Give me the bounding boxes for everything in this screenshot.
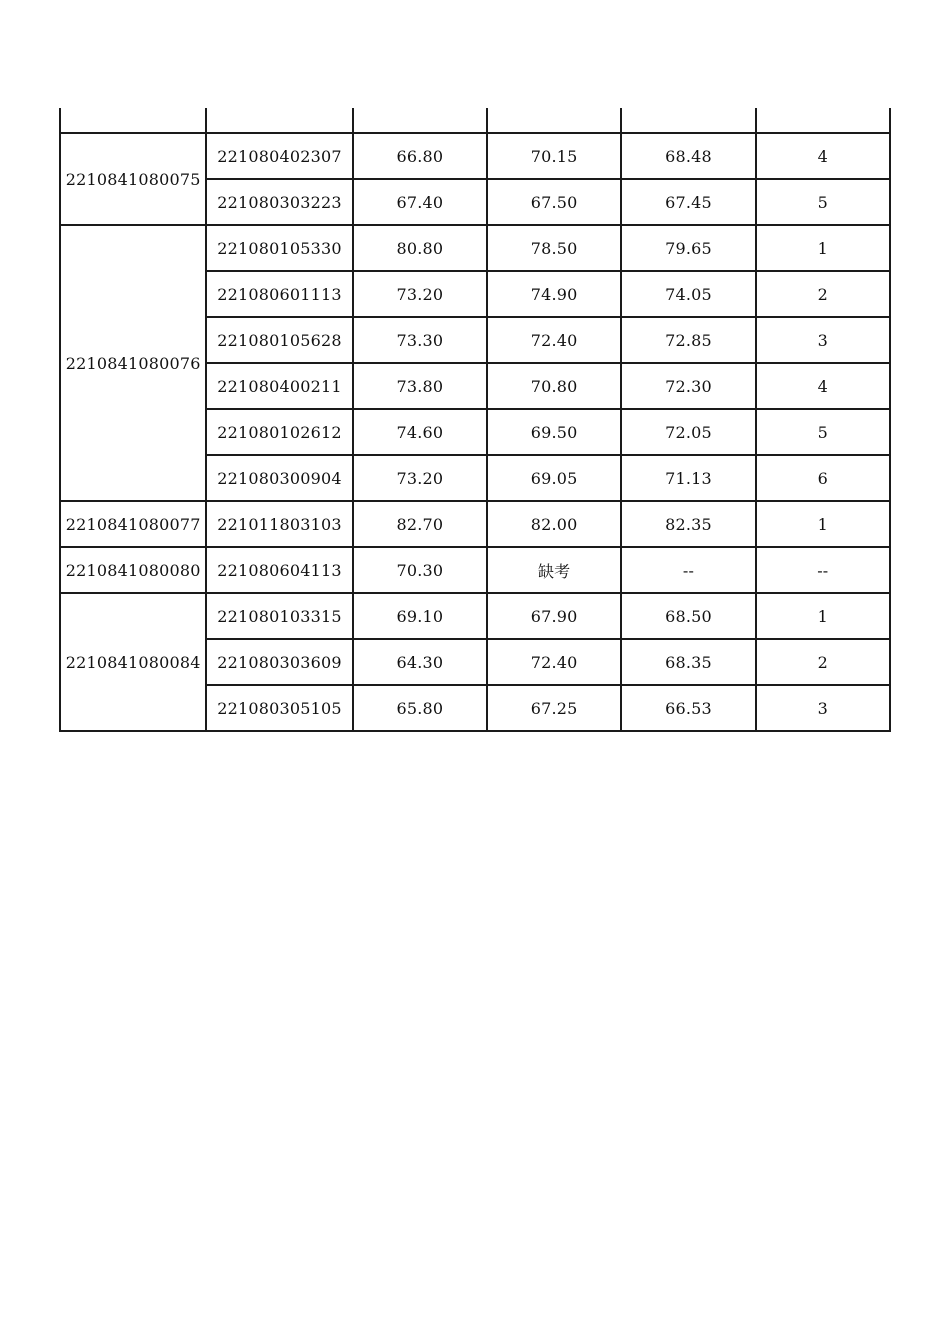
- interview-score-cell: 69.50: [487, 409, 621, 455]
- rank-cell: --: [756, 547, 890, 593]
- rank-cell: 1: [756, 225, 890, 271]
- written-score-cell: 66.80: [353, 133, 487, 179]
- position-code-cell: 2210841080077: [60, 501, 206, 547]
- score-table: [59, 108, 891, 732]
- exam-id-cell: 221080303609: [206, 639, 352, 685]
- exam-id-cell: 221080402307: [206, 133, 352, 179]
- rank-cell: 1: [756, 501, 890, 547]
- rank-cell: 1: [756, 593, 890, 639]
- table-row: [60, 133, 890, 179]
- rank-cell: 4: [756, 133, 890, 179]
- interview-score-cell: 74.90: [487, 271, 621, 317]
- total-score-cell: 72.05: [621, 409, 755, 455]
- written-score-cell: 69.10: [353, 593, 487, 639]
- total-score-cell: 71.13: [621, 455, 755, 501]
- total-score-cell: 82.35: [621, 501, 755, 547]
- total-score-cell: 72.85: [621, 317, 755, 363]
- written-score-cell: 64.30: [353, 639, 487, 685]
- written-score-cell: 80.80: [353, 225, 487, 271]
- total-score-cell: 68.50: [621, 593, 755, 639]
- written-score-cell: 82.70: [353, 501, 487, 547]
- total-score-cell: 67.45: [621, 179, 755, 225]
- interview-score-cell: 67.50: [487, 179, 621, 225]
- interview-score-cell: 82.00: [487, 501, 621, 547]
- interview-score-cell: 缺考: [487, 547, 621, 593]
- rank-cell: 3: [756, 317, 890, 363]
- total-score-cell: 79.65: [621, 225, 755, 271]
- written-score-cell: 70.30: [353, 547, 487, 593]
- total-score-cell: 66.53: [621, 685, 755, 731]
- score-table-body: [60, 108, 890, 731]
- written-score-cell: 65.80: [353, 685, 487, 731]
- rank-cell: 2: [756, 639, 890, 685]
- rank-cell: 3: [756, 685, 890, 731]
- position-code-cell: 2210841080076: [60, 225, 206, 501]
- table-cell: [60, 108, 206, 133]
- total-score-cell: --: [621, 547, 755, 593]
- table-cell: [487, 108, 621, 133]
- written-score-cell: 73.80: [353, 363, 487, 409]
- table-cell: [353, 108, 487, 133]
- exam-id-cell: 221080400211: [206, 363, 352, 409]
- continued-row-stub: [60, 108, 890, 133]
- interview-score-cell: 78.50: [487, 225, 621, 271]
- total-score-cell: 68.35: [621, 639, 755, 685]
- exam-id-cell: 221080103315: [206, 593, 352, 639]
- exam-id-cell: 221080601113: [206, 271, 352, 317]
- exam-id-cell: 221080105628: [206, 317, 352, 363]
- total-score-cell: 68.48: [621, 133, 755, 179]
- exam-id-cell: 221080604113: [206, 547, 352, 593]
- table-cell: [756, 108, 890, 133]
- interview-score-cell: 70.80: [487, 363, 621, 409]
- position-code-cell: 2210841080084: [60, 593, 206, 731]
- table-row: [60, 547, 890, 593]
- rank-cell: 6: [756, 455, 890, 501]
- position-code-cell: 2210841080075: [60, 133, 206, 225]
- exam-id-cell: 221011803103: [206, 501, 352, 547]
- table-row: [60, 501, 890, 547]
- total-score-cell: 74.05: [621, 271, 755, 317]
- exam-id-cell: 221080300904: [206, 455, 352, 501]
- written-score-cell: 73.30: [353, 317, 487, 363]
- exam-id-cell: 221080303223: [206, 179, 352, 225]
- interview-score-cell: 70.15: [487, 133, 621, 179]
- table-cell: [621, 108, 755, 133]
- interview-score-cell: 72.40: [487, 639, 621, 685]
- written-score-cell: 67.40: [353, 179, 487, 225]
- rank-cell: 2: [756, 271, 890, 317]
- rank-cell: 5: [756, 409, 890, 455]
- position-code-cell: 2210841080080: [60, 547, 206, 593]
- written-score-cell: 73.20: [353, 455, 487, 501]
- interview-score-cell: 67.90: [487, 593, 621, 639]
- written-score-cell: 74.60: [353, 409, 487, 455]
- exam-id-cell: 221080105330: [206, 225, 352, 271]
- interview-score-cell: 72.40: [487, 317, 621, 363]
- table-row: [60, 225, 890, 271]
- interview-score-cell: 67.25: [487, 685, 621, 731]
- table-cell: [206, 108, 352, 133]
- written-score-cell: 73.20: [353, 271, 487, 317]
- rank-cell: 5: [756, 179, 890, 225]
- table-row: [60, 593, 890, 639]
- rank-cell: 4: [756, 363, 890, 409]
- exam-id-cell: 221080102612: [206, 409, 352, 455]
- exam-id-cell: 221080305105: [206, 685, 352, 731]
- interview-score-cell: 69.05: [487, 455, 621, 501]
- total-score-cell: 72.30: [621, 363, 755, 409]
